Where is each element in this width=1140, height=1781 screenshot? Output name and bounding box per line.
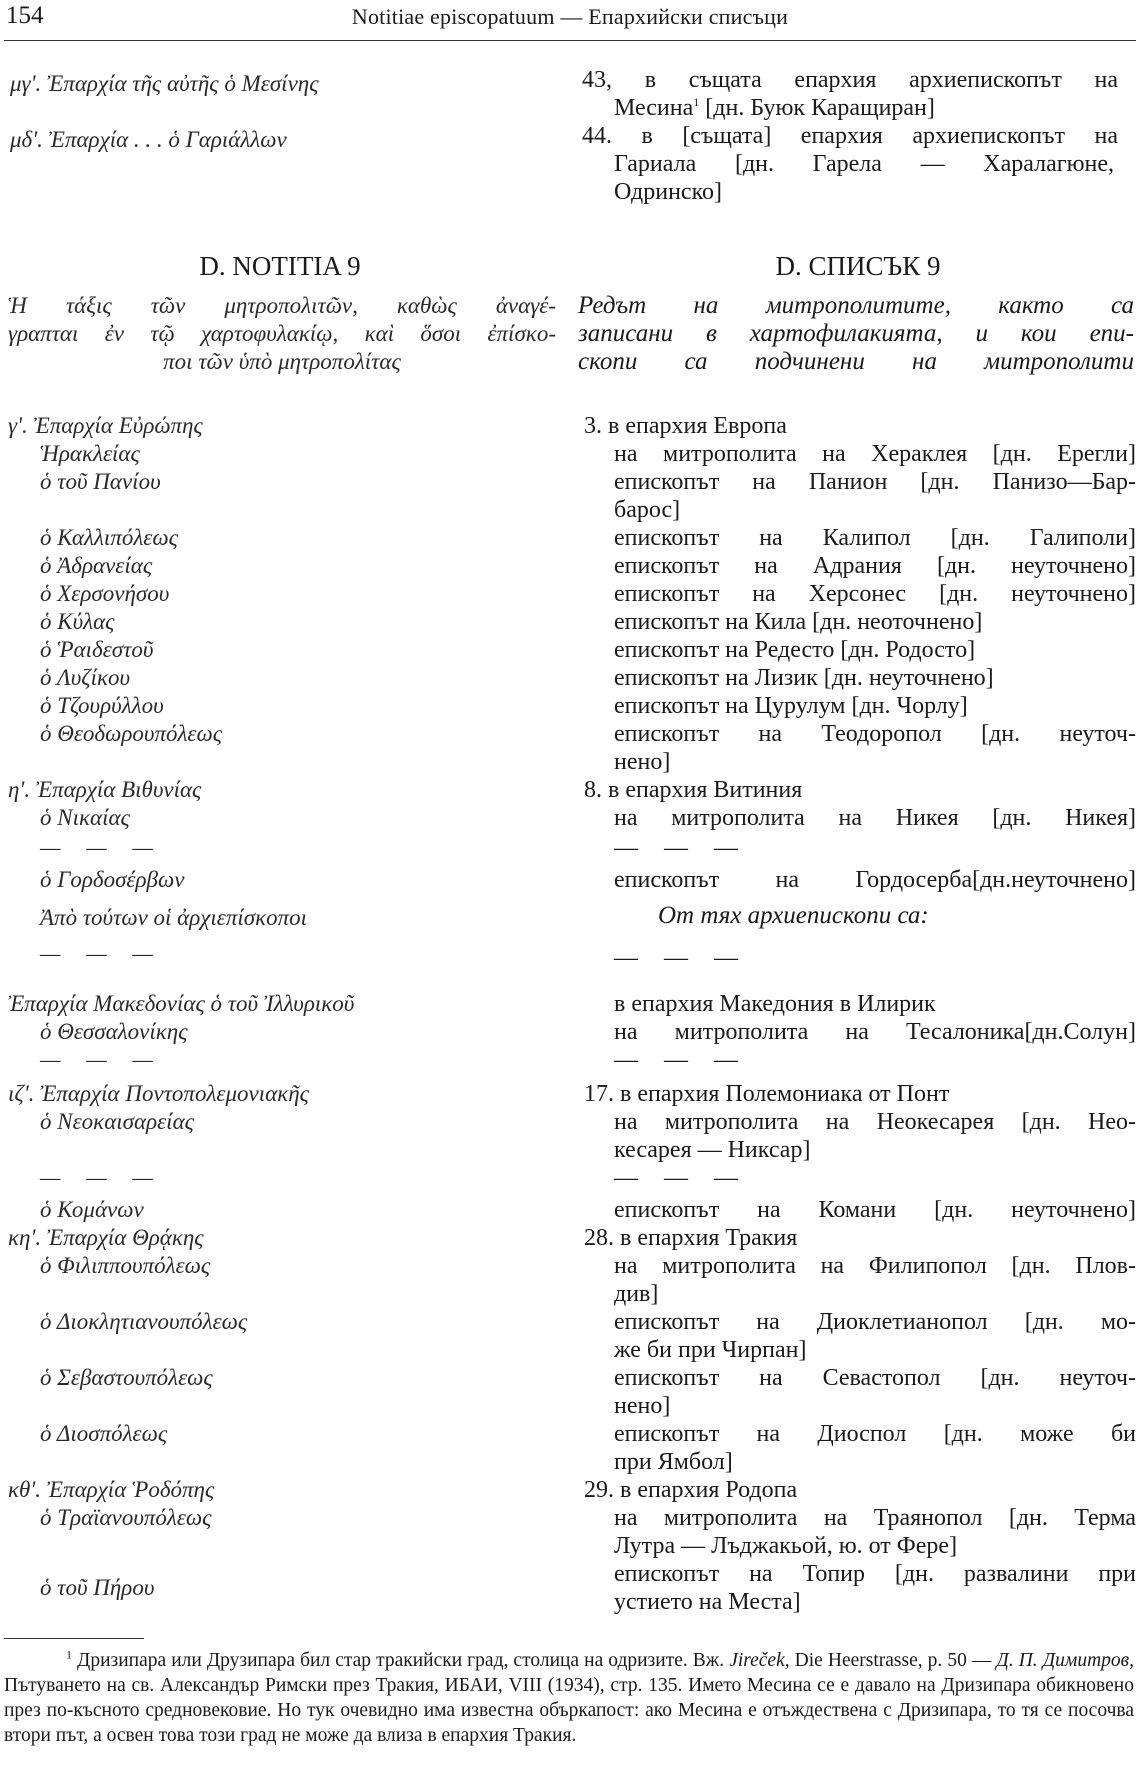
- bulgarian-intro-line: записани в хартофилакията, и кои епи-: [578, 320, 1134, 347]
- footnote-author: Jireček,: [729, 1650, 790, 1671]
- greek-entry-43: μγ'. Ἐπαρχία τῆς αὐτῆς ὁ Μεσίνης: [10, 71, 319, 96]
- greek-line: ὁ Φιλιππουπόλεως: [40, 1253, 211, 1278]
- bulgarian-line: епископът на Гордосерба[дн.неуточнено]: [614, 867, 1136, 893]
- bulgarian-dashes: — — —: [614, 835, 748, 861]
- greek-line: ὁ Χερσονήσου: [40, 581, 170, 606]
- bulgarian-line: на митрополита на Филипопол [дн. Плов-: [614, 1253, 1136, 1279]
- greek-line: ὁ Θεσσαλονίκης: [40, 1019, 188, 1044]
- greek-dashes: — — —: [40, 941, 163, 966]
- bulgarian-dashes: — — —: [614, 945, 748, 971]
- greek-line: ὁ Καλλιπόλεως: [40, 525, 178, 550]
- bulgarian-line: устието на Места]: [614, 1589, 801, 1615]
- bulgarian-entry-43: 43, в същата епархия архиепископът на: [582, 67, 1118, 93]
- greek-line: ὁ Κομάνων: [40, 1197, 144, 1222]
- page-number: 154: [6, 2, 44, 29]
- greek-dashes: — — —: [40, 1047, 163, 1072]
- bulgarian-line: епископът на Комани [дн. неуточнено]: [614, 1197, 1136, 1223]
- footnote-text: $^1$ Дризипара или Друзипара бил стар тракийски град, столица на одризите. Вж. Jireček, Die Heerstrasse, p. 50 — Д. П. Димитров, Пътуването на св. Александър Римски през Тракия, ИБАИ, VIII (1934), стр. 135. Името Месина се е давало на Дризипара обикновено през по-късното средновековие. Но тук очевидно има известна объркапост: ако Месина е отъждествена с Дризипара, то тя се посочва втори път, а освен това този град не може да влиза в епархия Тракия.: [4, 1647, 1135, 1746]
- page-header: [0, 0, 1140, 40]
- greek-intro-line: Ἡ τάξις τῶν μητροπολιτῶν, καθὼς ἀναγέ-: [8, 293, 556, 318]
- bulgarian-line: 29. в епархия Родопа: [584, 1477, 798, 1503]
- bulgarian-line: в епархия Македония в Илирик: [614, 991, 936, 1017]
- bulgarian-line: 28. в епархия Тракия: [584, 1225, 798, 1251]
- bulgarian-line: 3. в епархия Европа: [584, 413, 787, 439]
- greek-line: ὁ Κύλας: [40, 609, 115, 634]
- bulgarian-line: при Ямбол]: [614, 1449, 733, 1475]
- greek-entry-44: μδ'. Ἐπαρχία . . . ὁ Γαριάλλων: [10, 127, 287, 152]
- bulgarian-line: на митрополита на Неокесарея [дн. Нео-: [614, 1109, 1136, 1135]
- bulgarian-line: Лутра — Лъджакьой, ю. от Фере]: [614, 1533, 958, 1559]
- greek-line: ὁ Ῥαιδεστοῦ: [40, 637, 154, 662]
- bulgarian-dashes: — — —: [614, 1047, 748, 1073]
- greek-section-heading: D. NOTITIA 9: [199, 251, 361, 281]
- bulgarian-intro-line: скопи са подчинени на митрополити: [578, 348, 1134, 375]
- footnote-rule: [4, 1638, 144, 1639]
- bulgarian-line: епископът на Калипол [дн. Галиполи]: [614, 525, 1136, 551]
- bulgarian-line: на митрополита на Никея [дн. Никея]: [614, 805, 1136, 831]
- greek-intro-line: γραπται ἐν τῷ χαρτοφυλακίῳ, καὶ ὅσοι ἐπίσκο-: [8, 321, 556, 346]
- bulgarian-line: барос]: [614, 497, 681, 523]
- bulgarian-section-heading: D. СПИСЪК 9: [775, 251, 941, 281]
- greek-line: ὁ Ἀδρανείας: [40, 553, 153, 578]
- bulgarian-line: нено]: [614, 1393, 671, 1419]
- greek-line: γ'. Ἐπαρχία Εὐρώπης: [8, 413, 203, 438]
- greek-line: ὁ Θεοδωρουπόλεως: [40, 721, 223, 746]
- greek-line: ὁ Λυζίκου: [40, 665, 131, 690]
- greek-dashes: — — —: [40, 1165, 163, 1190]
- bulgarian-line: епископът на Панион [дн. Панизо—Бар-: [614, 469, 1136, 495]
- bulgarian-line: епископът на Теодоропол [дн. неуточ-: [614, 721, 1136, 747]
- greek-line: ιζ'. Ἐπαρχία Πoντοπολεμονιακῆς: [8, 1081, 309, 1106]
- greek-line: η'. Ἐπαρχία Βιθυνίας: [8, 777, 202, 802]
- bulgarian-line: нено]: [614, 749, 671, 775]
- bulgarian-line: же би при Чирпан]: [614, 1337, 807, 1363]
- bulgarian-intro-line: Редът на митрополитите, както са: [578, 292, 1134, 319]
- bulgarian-line: епископът на Цурулум [дн. Чорлу]: [614, 693, 968, 719]
- greek-line: Ἀπὸ τούτων οἱ ἀρχιεπίσκοποι: [40, 905, 308, 930]
- greek-line: ὁ Νεοκαισαρείας: [40, 1109, 194, 1134]
- bulgarian-entry-43-cont: Месина$^1$ [дн. Буюк Каращиран]: [614, 95, 935, 121]
- greek-line: ὁ Διοκλητιανουπόλεως: [40, 1309, 248, 1334]
- bulgarian-line: на митрополита на Тесалоника[дн.Солун]: [614, 1019, 1136, 1045]
- bulgarian-line: див]: [614, 1281, 659, 1307]
- bulgarian-line: 17. в епархия Полемониака от Понт: [584, 1081, 950, 1107]
- bulgarian-dashes: — — —: [614, 1165, 748, 1191]
- greek-line: ὁ τοῦ Πήρου: [40, 1575, 155, 1600]
- bulgarian-line: епископът на Диоклетианопол [дн. мо-: [614, 1309, 1136, 1335]
- greek-line: ὁ Διοσπόλεως: [40, 1421, 168, 1446]
- greek-line: ὁ Νικαίας: [40, 805, 130, 830]
- greek-line: ὁ Γορδοσέρβων: [40, 867, 185, 892]
- running-title: Notitiae episcopatuum — Епархийски списъци: [351, 4, 789, 29]
- greek-line: κθ'. Ἐπαρχία Ῥοδόπης: [8, 1477, 215, 1502]
- bulgarian-line: епископът на Кила [дн. неоточнено]: [614, 609, 983, 635]
- bulgarian-line: епископът на Севастопол [дн. неуточ-: [614, 1365, 1136, 1391]
- footnote-reference[interactable]: 1: [693, 95, 700, 109]
- bulgarian-line: на митрополита на Траянопол [дн. Терма: [614, 1505, 1136, 1531]
- greek-line: Ἡρακλείας: [40, 441, 140, 466]
- bulgarian-line: 8. в епархия Витиния: [584, 777, 803, 803]
- greek-line: ὁ Τραϊανουπόλεως: [40, 1505, 212, 1530]
- greek-line: ὁ Τζουρύλλου: [40, 693, 164, 718]
- bulgarian-line: епископът на Херсонес [дн. неуточнено]: [614, 581, 1136, 607]
- footnote-marker: 1: [66, 1647, 72, 1662]
- greek-line: Ἐπαρχία Μακεδονίας ὁ τοῦ Ἰλλυρικοῦ: [8, 991, 355, 1016]
- bulgarian-line: епископът на Лизик [дн. неуточнено]: [614, 665, 994, 691]
- bulgarian-line: епископът на Адрания [дн. неуточнено]: [614, 553, 1136, 579]
- bulgarian-line: кесарея — Никсар]: [614, 1137, 811, 1163]
- bulgarian-line: на митрополита на Хераклея [дн. Ерегли]: [614, 441, 1136, 467]
- footnote: [4, 1648, 1134, 1748]
- greek-line: ὁ τοῦ Πανίου: [40, 469, 161, 494]
- footnote-author: Д. П. Димитров,: [996, 1650, 1135, 1671]
- greek-intro-line: ποι τῶν ὑπὸ μητροπολίτας: [163, 349, 401, 374]
- bulgarian-entry-44-cont: Одринско]: [614, 179, 722, 205]
- bulgarian-line: епископът на Топир [дн. развалини при: [614, 1561, 1136, 1587]
- bulgarian-subheading: От тях архиепископи са:: [658, 902, 929, 929]
- greek-dashes: — — —: [40, 835, 163, 860]
- bulgarian-line: епископът на Диоспол [дн. може би: [614, 1421, 1136, 1447]
- header-rule: [4, 40, 1136, 41]
- bulgarian-line: епископът на Редесто [дн. Родосто]: [614, 637, 976, 663]
- bulgarian-entry-44-cont: Гариала [дн. Гарела — Харалагюне,: [614, 151, 1114, 177]
- greek-line: κη'. Ἐπαρχία Θρᾴκης: [8, 1225, 204, 1250]
- greek-line: ὁ Σεβαστουπόλεως: [40, 1365, 213, 1390]
- bulgarian-entry-44: 44. в [същата] епархия архиепископът на: [582, 123, 1118, 149]
